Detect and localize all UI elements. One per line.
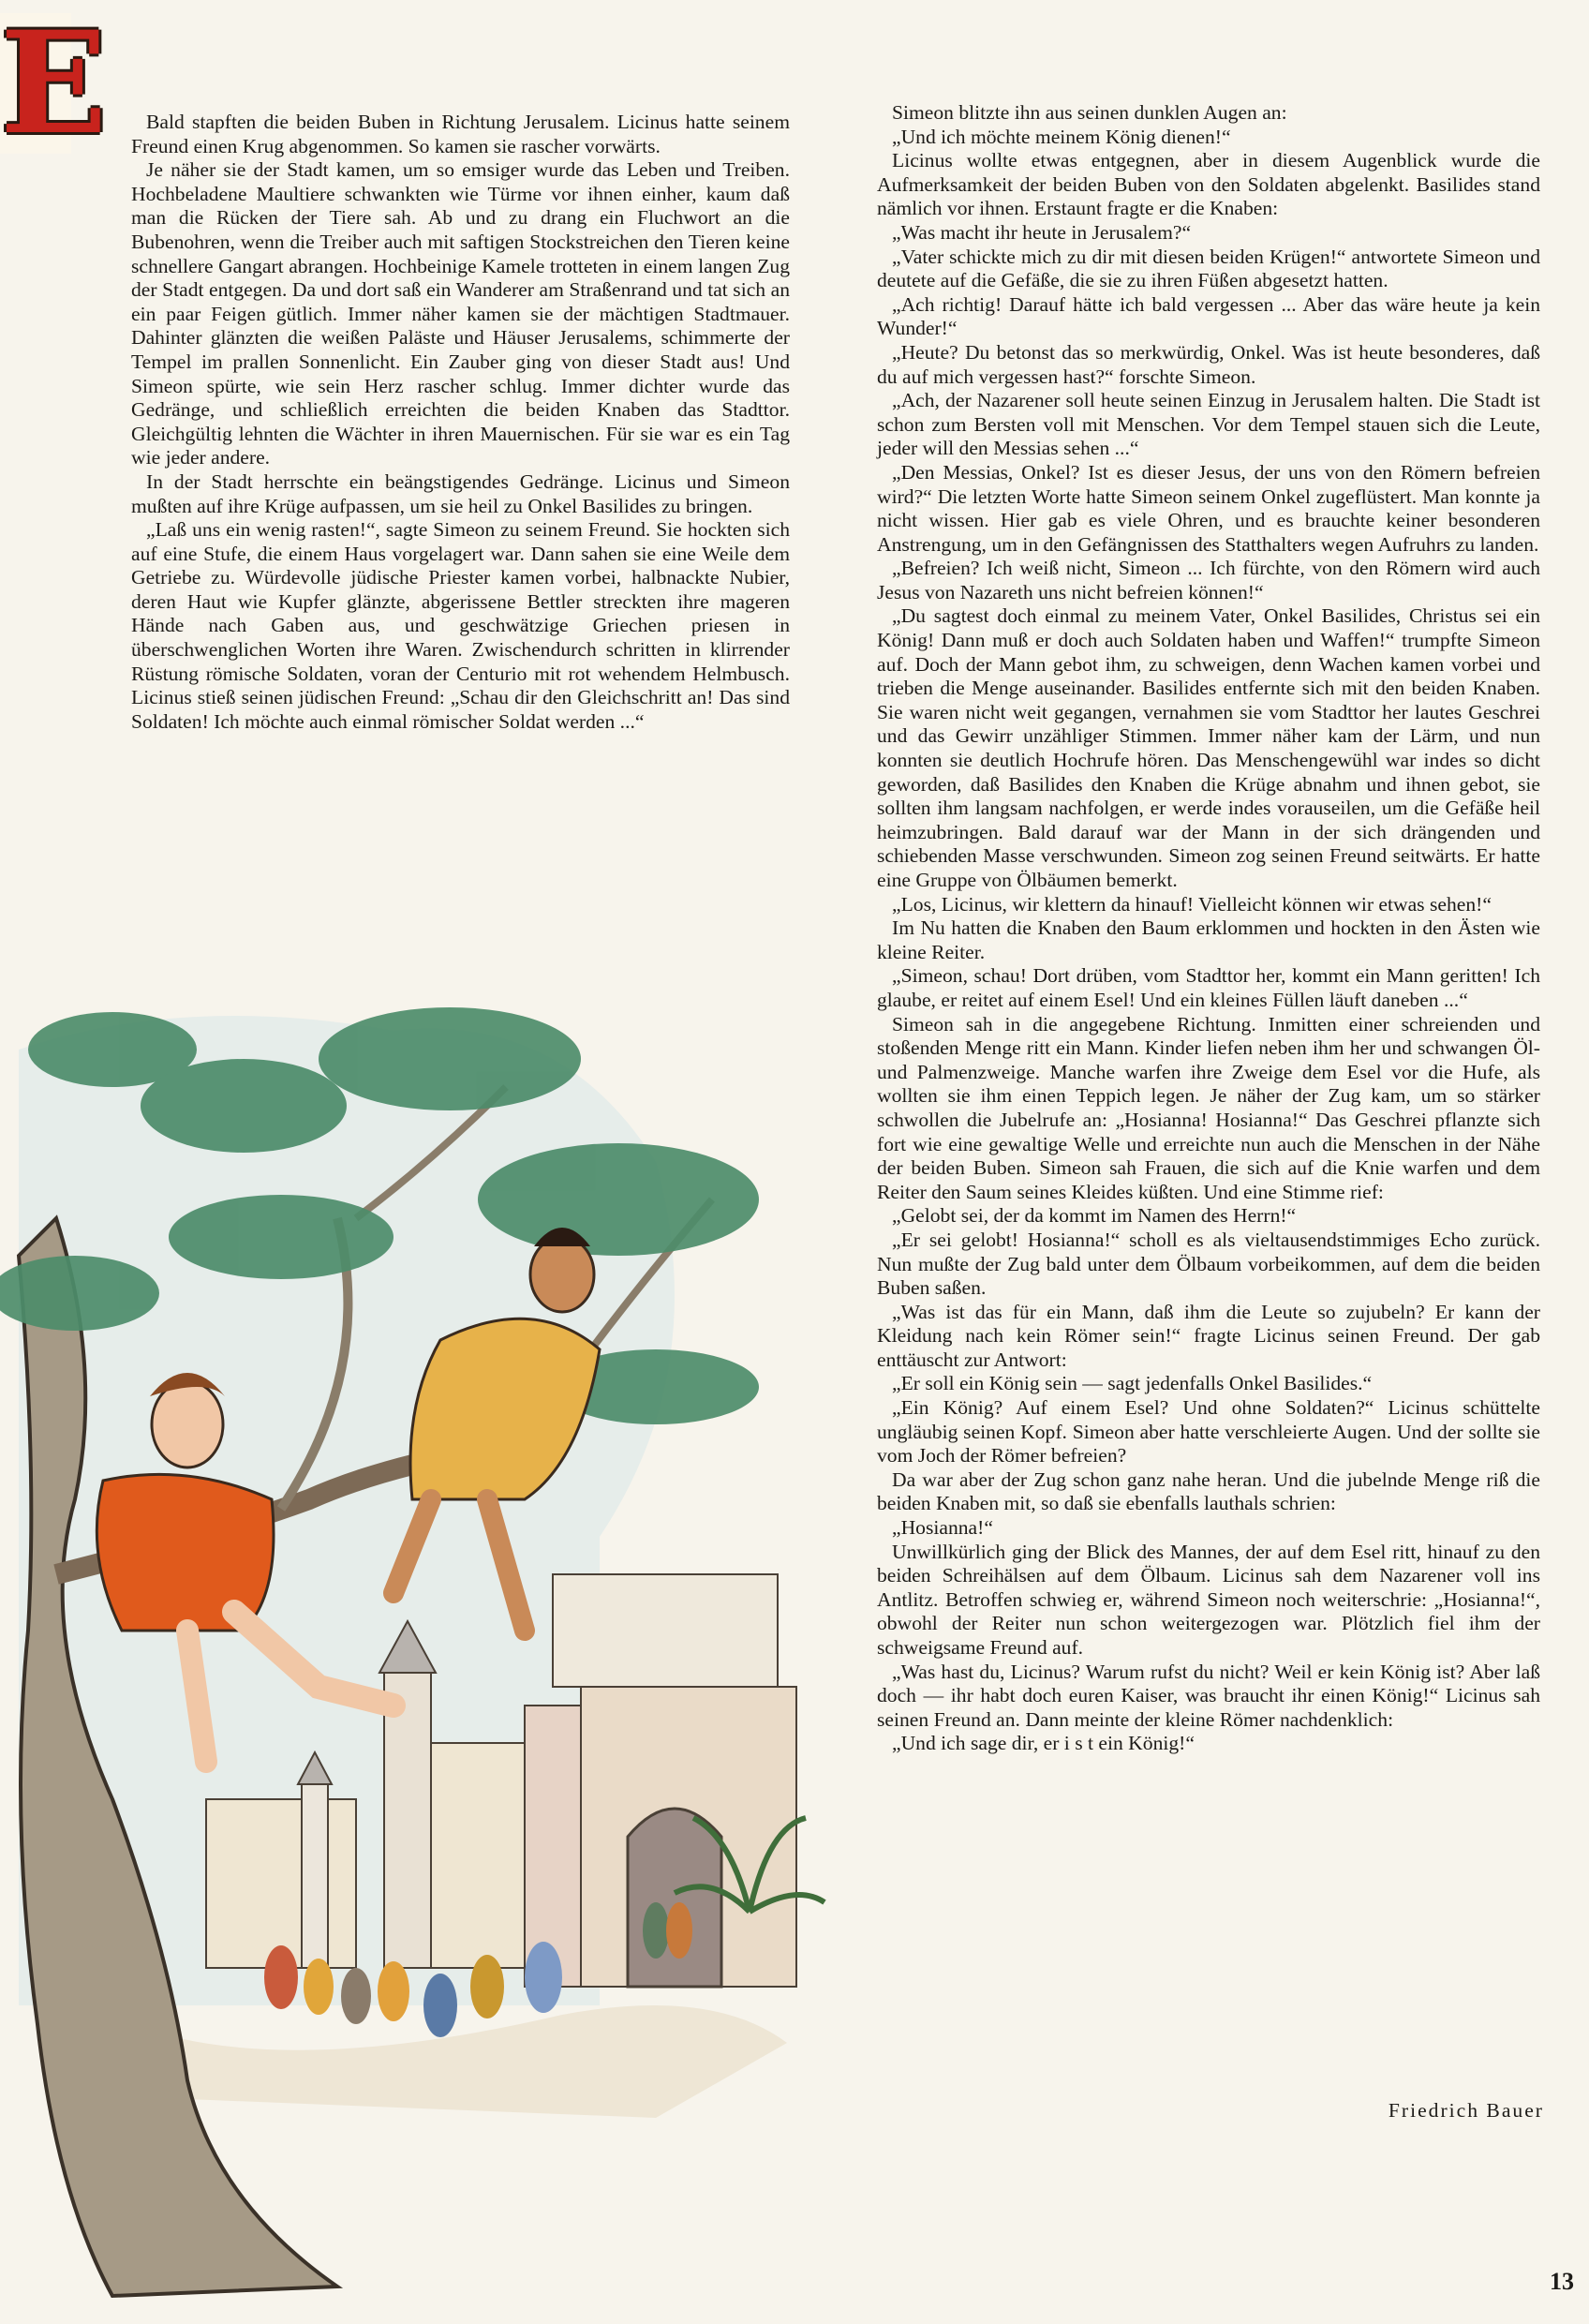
paragraph: „Ach, der Nazarener soll heute seinen Einzug in Jerusalem halten. Die Stadt ist schon zum Bersten voll mit Menschen. Vor dem Tempel stauen sich die Leute, jeder will den Messias sehen ...“ [877,389,1540,460]
paragraph: „Und ich sage dir, er i s t ein König!“ [892,1732,1195,1755]
paragraph: „Los, Licinus, wir klettern da hinauf! Vielleicht können wir etwas sehen!“ [892,892,1492,916]
paragraph: „Was ist das für ein Mann, daß ihm die Leute so zujubeln? Er kann der Kleidung nach kein Römer sein!“ fragte Licinus seinen Freund. Der gab enttäuscht zur Antwort: [877,1300,1540,1371]
paragraph: „Befreien? Ich weiß nicht, Simeon ... Ich fürchte, von den Römern wird auch Jesus von Nazareth uns nicht befreien können!“ [877,557,1540,603]
paragraph: Licinus wollte etwas entgegnen, aber in diesem Augenblick wurde die Aufmerksamkeit der beiden Buben von den Soldaten abgelenkt. Basilides stand nämlich vor ihnen. Erstaunt fragte er die Knaben: [877,149,1540,220]
paragraph: „Ein König? Auf einem Esel? Und ohne Soldaten?“ Licinus schüttelte ungläubig seinen Kopf. Simeon aber hatte verschleierte Augen. Und der sollte sie vom Joch der Römer befreien? [877,1396,1540,1467]
paragraph: „Du sagtest doch einmal zu meinem Vater, Onkel Basilides, Christus sei ein König! Dann muß er doch auch Soldaten haben und Waffen!“ trumpfte Simeon auf. Doch der Mann gebot ihm, zu schweigen, denn Wachen kamen vorbei und trieben die Menge auseinander. Basilides entfernte sich mit den beiden Knaben. Sie waren nicht weit gegangen, vernahmen sie vom Stadttor her lautes Geschrei und das Gewirr unzähliger Stimmen. Immer näher kam der Lärm, und nun konnten sie deutlich Hochrufe hören. Das Menschengewühl war indes so dicht geworden, daß Basilides den Knaben die Krüge abnahm und ihnen gebot, sie sollten ihm langsam nachfolgen, er werde indes vorauseilen, um die Gefäße heil heimzubringen. Bald darauf war der Mann in der sich drängenden und schiebenden Masse verschwunden. Simeon zog seinen Freund seitwärts. Er hatte eine Gruppe von Ölbäumen bemerkt. [877,604,1540,891]
paragraph: „Ach richtig! Darauf hätte ich bald vergessen ... Aber das wäre heute ja kein Wunder!“ [877,292,1540,340]
paragraph: „Laß uns ein wenig rasten!“, sagte Simeon zu seinem Freund. Sie hockten sich auf eine Stufe, die einem Haus vorgelagert war. Dann sahen sie eine Weile dem Getriebe zu. Würdevolle jüdische Priester kamen vorbei, halbnackte Nubier, deren Haut wie Kupfer glänzte, abgerissene Bettler streckten ihre mageren Hände nach Gaben aus, und geschwätzige Griechen priesen in überschwenglichen Worten ihre Waren. Zwischendurch schritten in klirrender Rüstung römische Soldaten, voran der Centurio mit rot wehendem Helmbusch. Licinus stieß seinen jüdischen Freund: „Schau dir den Gleichschritt an! Das sind Soldaten! Ich möchte auch einmal römischer Soldat werden ...“ [131,518,790,733]
drop-cap-letter: E [0,1,108,166]
paragraph: „Was macht ihr heute in Jerusalem?“ [892,220,1192,244]
ground [131,2005,787,2118]
paragraph: „Simeon, schau! Dort drüben, vom Stadttor her, kommt ein Mann geritten! Ich glaube, er reitet auf einem Esel! Und ein kleines Füllen läuft daneben ...“ [877,964,1540,1011]
paragraph: „Den Messias, Onkel? Ist es dieser Jesus, der uns von den Römern befreien wird?“ Die letzten Worte hatte Simeon seinem Onkel zugeflüstert. Man konnte ja nicht wissen. Hier gab es viele Ohren, und es brauchte keiner besonderen Anstrengung, um in den Gefängnissen des Statthalters wegen Aufruhrs zu landen. [877,460,1540,556]
paragraph: In der Stadt herrschte ein beängstigendes Gedränge. Licinus und Simeon mußten auf ihre Krüge aufpassen, um sie heil zu Onkel Basilides zu bringen. [131,469,790,517]
left-text-column [131,111,790,734]
illustration-boys-in-olive-tree [0,975,862,2324]
paragraph: Bald stapften die beiden Buben in Richtung Jerusalem. Licinus hatte seinem Freund einen Krug abgenommen. So kamen sie rascher vorwärts. [131,111,790,157]
paragraph: „Vater schickte mich zu dir mit diesen beiden Krügen!“ antwortete Simeon und deutete auf die Gefäße, die sie zu ihren Füßen abgesetzt hatten. [877,245,1540,292]
paragraph: „Was hast du, Licinus? Warum rufst du nicht? Weil er kein König ist? Aber laß doch — ihr habt doch euren Kaiser, was braucht ihr einen König!“ Licinus sah seinen Freund an. Dann meinte der kleine Römer nachdenklich: [877,1660,1540,1731]
paragraph: „Er soll ein König sein — sagt jedenfalls Onkel Basilides.“ [892,1372,1373,1395]
author-signature: Friedrich Bauer [1388,2099,1544,2122]
page-number: 13 [1550,2268,1574,2295]
paragraph: „Hosianna!“ [892,1516,993,1540]
paragraph: „Gelobt sei, der da kommt im Namen des Herrn!“ [892,1204,1297,1228]
paragraph: Je näher sie der Stadt kamen, um so emsiger wurde das Leben und Treiben. Hochbeladene Maultiere schwankten wie Türme vor ihnen einher, kaum daß man die Rücken der Tiere sah. Ab und zu drang ein Fluchwort an die Bubenohren, wenn die Treiber auch mit saftigen Stockstreichen den Tieren keine schnellere Gangart abrangen. Hochbeinige Kamele trotteten in einem langen Zug der Stadt entgegen. Da und dort saß ein Wanderer am Straßenrand und tat sich an ein paar Feigen gütlich. Immer näher kamen sie der mächtigen Stadtmauer. Dahinter glänzten die weißen Paläste und Häuser Jerusalems, schimmerte der Tempel im prallen Sonnenlicht. Ein Zauber ging von dieser Stadt aus! Und Simeon spürte, wie sein Herz rascher schlug. Immer dichter wurde das Gedränge, und schließlich erreichten die beiden Knaben das Stadttor. Gleichgültig lehnten die Wächter in ihren Mauernischen. Für sie war es ein Tag wie jeder andere. [131,158,790,469]
paragraph: „Und ich möchte meinem König dienen!“ [892,125,1231,148]
paragraph: Simeon blitzte ihn aus seinen dunklen Augen an: [892,101,1287,124]
right-text-column [877,101,1540,1756]
paragraph: Im Nu hatten die Knaben den Baum erklommen und hockten in den Ästen wie kleine Reiter. [877,916,1540,963]
paragraph: „Er sei gelobt! Hosianna!“ scholl es als vieltausendstimmiges Echo zurück. Nun mußte der Zug bald unter dem Ölbaum vorbeikommen, auf dem die beiden Buben saßen. [877,1228,1540,1300]
paragraph: Unwillkürlich ging der Blick des Mannes, der auf dem Esel ritt, hinauf zu den beiden Schreihälsen auf dem Ölbaum. Licinus sah dem Nazarener voll ins Antlitz. Betroffen schwieg er, während Simeon noch weiterschrie: „Hosianna!“, obwohl der Reiter nun schon weitergezogen war. Plötzlich fiel ihm der schweigsame Freund auf. [877,1540,1540,1659]
paragraph: Simeon sah in die angegebene Richtung. Inmitten einer schreienden und stoßenden Menge ritt ein Mann. Kinder liefen neben ihm her und schwangen Öl- und Palmenzweige. Manche warfen ihre Zweige dem Esel vor die Hufe, als wollten sie ihm einen Teppich legen. Je näher der Zug kam, um so stärker schwollen die Jubelrufe an: „Hosianna! Hosianna!“ Das Geschrei pflanzte sich fort wie eine gewaltige Welle und erreichte nun auch die Menschen in der Nähe der beiden Buben. Simeon sah Frauen, die sich auf die Knie warfen und dem Reiter den Saum seines Kleides küßten. Und eine Stimme rief: [877,1012,1540,1203]
paragraph: „Heute? Du betonst das so merkwürdig, Onkel. Was ist heute besonderes, daß du auf mich vergessen hast?“ forschte Simeon. [877,340,1540,388]
paragraph: Da war aber der Zug schon ganz nahe heran. Und die jubelnde Menge riß die beiden Knaben mit, so daß sie ebenfalls lauthals schrien: [877,1467,1540,1515]
